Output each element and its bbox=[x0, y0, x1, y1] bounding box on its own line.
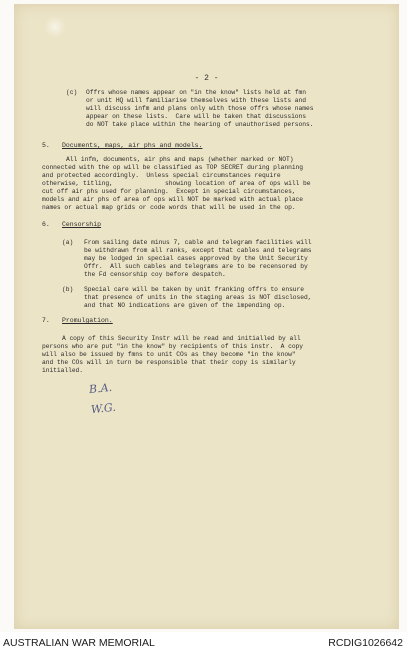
archive-name: AUSTRALIAN WAR MEMORIAL bbox=[3, 637, 155, 649]
page-number: - 2 - bbox=[194, 74, 219, 83]
para-c-line: will discuss infm and plans only with those offrs whose names bbox=[86, 105, 314, 112]
item-a-line: be withdrawn from all ranks, except that cables and telegrams bbox=[84, 247, 312, 254]
item-a-line: From sailing date minus 7, cable and telegram facilities will bbox=[84, 239, 312, 246]
para-c-line: appear on these lists. Care will be taken that discussions bbox=[86, 113, 306, 120]
section-7-line: will also be issued by fmns to unit COs as they become "in the know" bbox=[42, 351, 296, 358]
section-5-line: names or actual map grids or code words that will be used in the op. bbox=[42, 204, 296, 211]
item-a-line: Offr. All such cables and telegrams are to be recensored by bbox=[84, 263, 308, 270]
section-6-heading: Censorship bbox=[62, 221, 102, 228]
para-c-line: or unit HQ will familiarise themselves with these lists and bbox=[86, 97, 306, 104]
section-7-line: and the COs will in turn be responsible that their copy is similarly bbox=[42, 359, 296, 366]
section-5-line: All infm, documents, air phs and maps (whether marked or NOT) bbox=[66, 156, 294, 163]
para-c-line: do NOT take place within the hearing of unauthorised persons. bbox=[86, 121, 314, 128]
item-a-line: the Fd censorship coy before despatch. bbox=[84, 271, 226, 278]
section-7-line: initialled. bbox=[42, 367, 84, 374]
section-5-heading: Documents, maps, air phs and models. bbox=[62, 142, 203, 149]
section-5-number: 5. bbox=[42, 142, 50, 149]
handwritten-initials: B.A. bbox=[88, 380, 113, 397]
para-c-line: Offrs whose names appear on "in the know" lists held at fmn bbox=[86, 89, 306, 96]
item-b-line: and that NO indications are given of the impending op. bbox=[84, 302, 286, 309]
section-7-line: persons who are put "in the know" by recipients of this instr. A copy bbox=[42, 343, 304, 350]
section-5-line: and protected accordingly. Unless special circumstances require bbox=[42, 172, 281, 179]
item-b-marker: (b) bbox=[62, 286, 74, 293]
section-5-line: cut off air phs used for planning. Except in special circumstances, bbox=[42, 188, 296, 195]
section-5-line: connected with the op will be classified as TOP SECRET during planning bbox=[42, 164, 304, 171]
item-a-line: may be lodged in special cases approved by the Unit Security bbox=[84, 255, 308, 262]
paper-stain bbox=[44, 16, 66, 38]
document-page bbox=[14, 4, 399, 629]
section-7-number: 7. bbox=[42, 317, 50, 324]
item-b-line: Special care will be taken by unit franking offrs to ensure bbox=[84, 286, 304, 293]
archive-footer bbox=[0, 632, 407, 654]
section-7-line: A copy of this Security Instr will be read and initialled by all bbox=[62, 335, 301, 342]
section-7-heading: Promulgation. bbox=[62, 317, 113, 324]
section-5-line: otherwise, titling, showing location of area of ops will be bbox=[42, 180, 311, 187]
section-6-number: 6. bbox=[42, 221, 50, 228]
item-b-line: that presence of units in the staging areas is NOT disclosed, bbox=[84, 294, 312, 301]
para-c-marker: (c) bbox=[66, 89, 78, 96]
section-5-line: models and air phs of area of ops will NOT be marked with actual place bbox=[42, 196, 304, 203]
record-id: RCDIG1026642 bbox=[328, 637, 403, 649]
handwritten-initials: W.G. bbox=[90, 400, 117, 417]
item-a-marker: (a) bbox=[62, 239, 74, 246]
